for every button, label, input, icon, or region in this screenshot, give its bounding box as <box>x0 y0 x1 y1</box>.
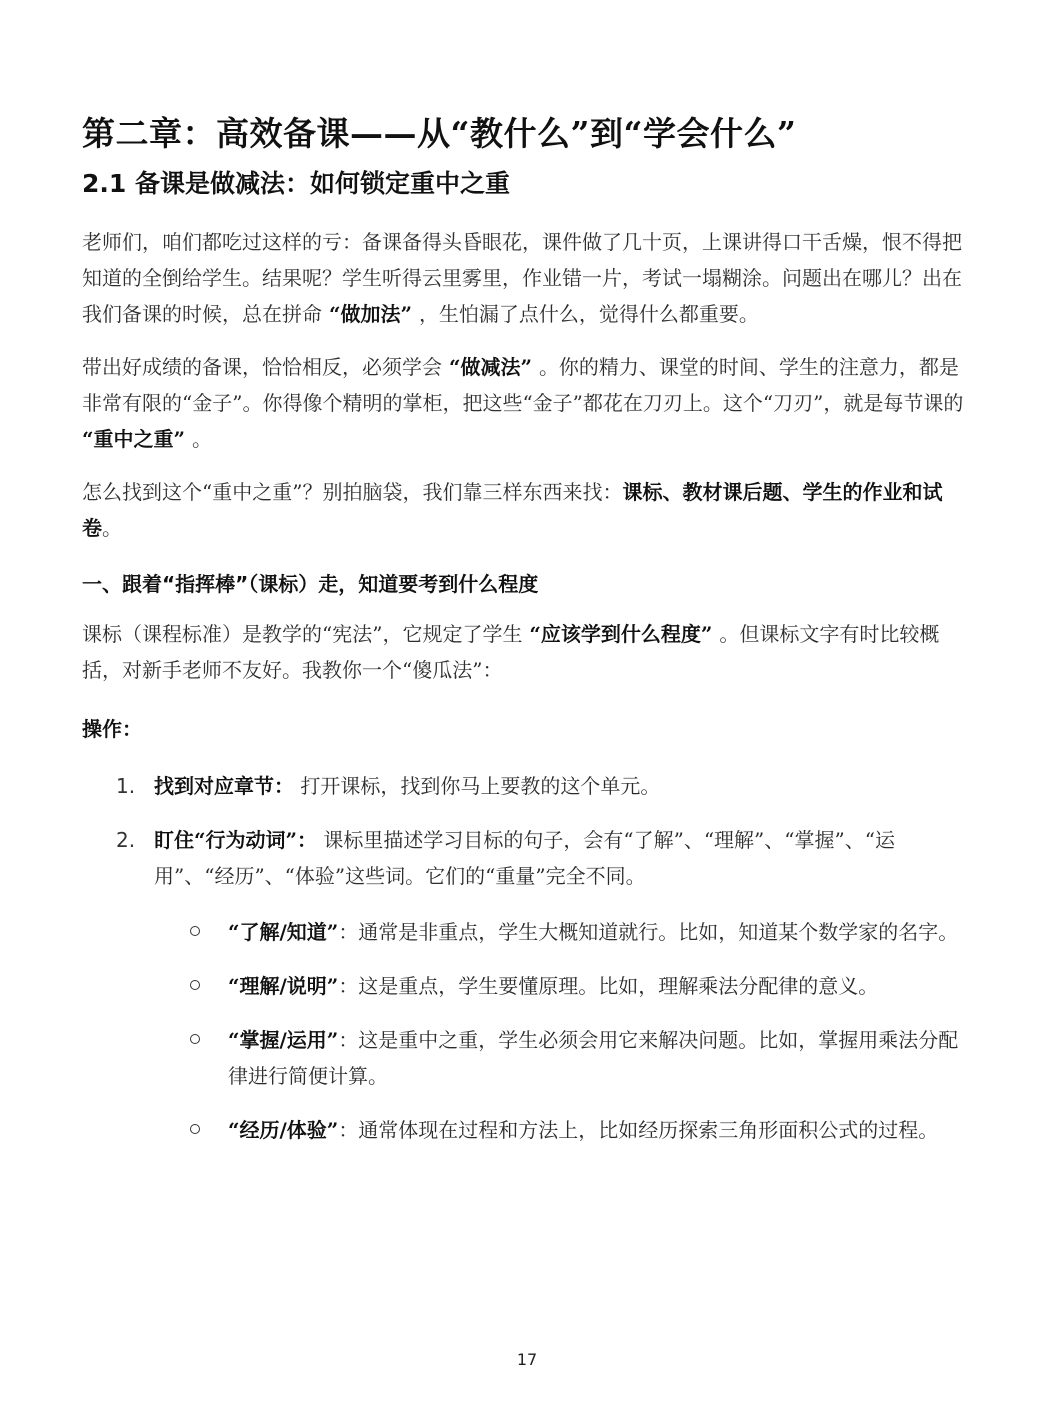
paragraph-2-end: 。 <box>191 427 212 451</box>
step-title: 盯住“行为动词”： <box>154 828 318 852</box>
verb-text: ：通常是非重点，学生大概知道就行。比如，知道某个数学家的名字。 <box>338 920 959 944</box>
paragraph-2 <box>82 349 964 457</box>
step-number: 1. <box>116 774 136 798</box>
step-text: 打开课标，找到你马上要教的这个单元。 <box>294 774 661 798</box>
paragraph-2-mid: 。你的精力、课堂的时间、学生的注意力，都是非常有限的“金子”。你得像个精明的掌柜，把这些“金子”都花在刀刃上。这个“刀刃”，就是每节课的 <box>82 355 964 415</box>
operations-label: 操作： <box>82 717 142 741</box>
paragraph-1-end: ，生怕漏了点什么，觉得什么都重要。 <box>418 302 759 326</box>
emphasis-three-sources: 课标、教材课后题、学生的作业和试卷 <box>82 480 943 540</box>
paragraph-3-end: 。 <box>102 516 122 540</box>
page-number: 17 <box>516 1350 538 1369</box>
hollow-bullet-icon <box>190 1034 200 1044</box>
subheading-curriculum: 一、跟着“指挥棒”（课标）走，知道要考到什么程度 <box>82 572 539 596</box>
verb-item <box>82 914 964 950</box>
chapter-title: 第二章：高效备课——从“教什么”到“学会什么” <box>82 114 797 153</box>
step-title: 找到对应章节： <box>154 774 294 798</box>
verb-term: “掌握/运用” <box>228 1028 339 1052</box>
verb-list <box>82 914 964 1148</box>
paragraph-1-text: 老师们，咱们都吃过这样的亏：备课备得头昏眼花，课件做了几十页，上课讲得口干舌燥，恨不得把知道的全倒给学生。结果呢？学生听得云里雾里，作业错一片，考试一塌糊涂。问题出在哪儿？出在我们备课的时候，总在拼命 <box>82 230 962 326</box>
paragraph-3-start: 怎么找到这个“重中之重”？别拍脑袋，我们靠三样东西来找： <box>82 480 623 504</box>
paragraph-4-end: 。但课标文字有时比较概括，对新手老师不友好。我教你一个“傻瓜法”： <box>82 622 940 682</box>
step-item <box>82 822 964 894</box>
section-title: 2.1 备课是做减法：如何锁定重中之重 <box>82 169 510 198</box>
verb-item <box>82 1022 964 1094</box>
paragraph-4 <box>82 616 964 688</box>
step-item <box>82 768 964 804</box>
hollow-bullet-icon <box>190 1124 200 1134</box>
emphasis-do-addition: “做加法” <box>322 302 419 326</box>
steps-list <box>82 768 964 894</box>
hollow-bullet-icon <box>190 926 200 936</box>
verb-term: “理解/说明” <box>228 974 339 998</box>
verb-text: ：这是重中之重，学生必须会用它来解决问题。比如，掌握用乘法分配律进行简便计算。 <box>228 1028 959 1088</box>
step-text: 课标里描述学习目标的句子，会有“了解”、“理解”、“掌握”、“运用”、“经历”、“体验”这些词。它们的“重量”完全不同。 <box>154 828 895 888</box>
step-number: 2. <box>116 828 136 852</box>
verb-term: “了解/知道” <box>228 920 339 944</box>
hollow-bullet-icon <box>190 980 200 990</box>
verb-text: ：这是重点，学生要懂原理。比如，理解乘法分配律的意义。 <box>338 974 879 998</box>
emphasis-learning-level: “应该学到什么程度” <box>522 622 720 646</box>
paragraph-2-start: 带出好成绩的备课，恰恰相反，必须学会 <box>82 355 442 379</box>
paragraph-3 <box>82 474 964 546</box>
emphasis-key-point: “重中之重” <box>82 427 192 451</box>
paragraph-4-start: 课标（课程标准）是教学的“宪法”，它规定了学生 <box>82 622 523 646</box>
emphasis-do-subtraction: “做减法” <box>442 355 539 379</box>
verb-item <box>82 1112 964 1148</box>
verb-term: “经历/体验” <box>228 1118 339 1142</box>
verb-text: ：通常体现在过程和方法上，比如经历探索三角形面积公式的过程。 <box>338 1118 939 1142</box>
paragraph-1 <box>82 224 964 332</box>
verb-item <box>82 968 964 1004</box>
